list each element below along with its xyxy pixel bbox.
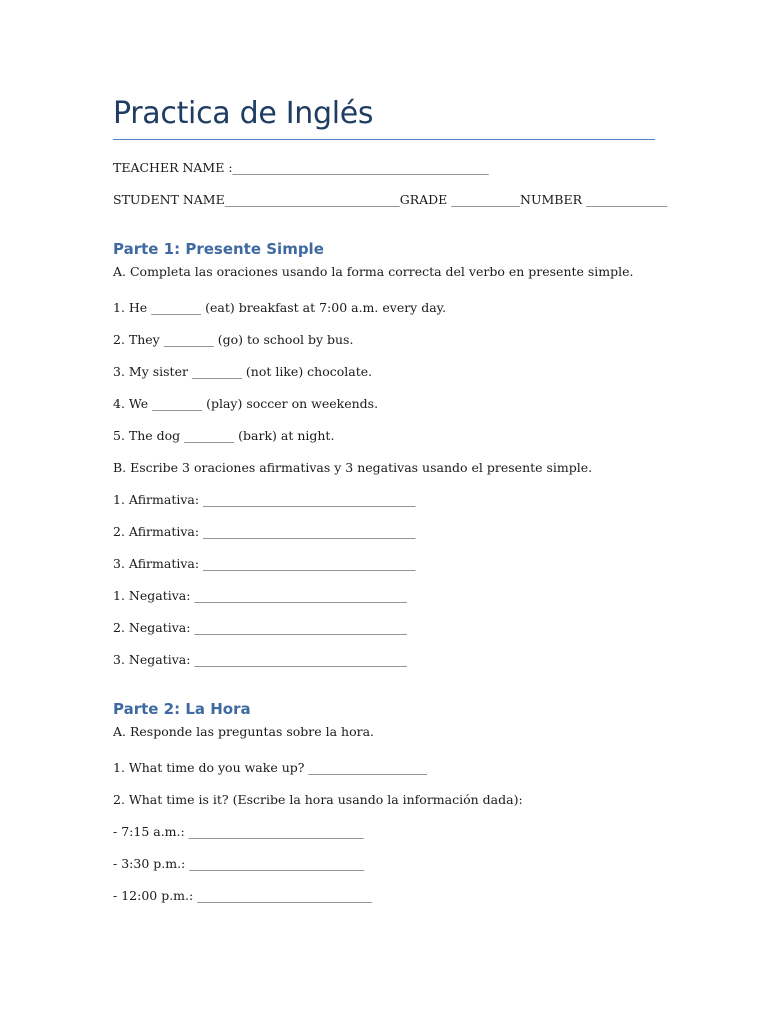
part-1-heading: Parte 1: Presente Simple xyxy=(113,240,324,258)
part-1b-negative-1: 1. Negativa: __________________________________ xyxy=(113,588,407,603)
title-underline xyxy=(113,139,655,140)
part-2a-item-2: 2. What time is it? (Escribe la hora usando la información dada): xyxy=(113,792,523,807)
part-1b-negative-3: 3. Negativa: __________________________________ xyxy=(113,652,407,667)
part-1b-instruction: B. Escribe 3 oraciones afirmativas y 3 negativas usando el presente simple. xyxy=(113,460,593,475)
part-1b-negative-2: 2. Negativa: __________________________________ xyxy=(113,620,407,635)
part-1b-affirmative-3: 3. Afirmativa: __________________________________ xyxy=(113,556,416,571)
part-1a-item-3: 3. My sister ________ (not like) chocolate. xyxy=(113,364,373,379)
part-2-heading: Parte 2: La Hora xyxy=(113,700,251,718)
part-1b-affirmative-1: 1. Afirmativa: __________________________________ xyxy=(113,492,416,507)
page-title: Practica de Inglés xyxy=(113,96,374,131)
part-2-section xyxy=(113,698,655,912)
part-1a-item-4: 4. We ________ (play) soccer on weekends. xyxy=(113,396,379,411)
part-1a-item-1: 1. He ________ (eat) breakfast at 7:00 a.m. every day. xyxy=(113,300,447,315)
part-1a-item-2: 2. They ________ (go) to school by bus. xyxy=(113,332,354,347)
part-2a-time-1: - 7:15 a.m.: ____________________________ xyxy=(113,824,364,839)
student-name-field: STUDENT NAME____________________________GRADE ___________NUMBER _____________ xyxy=(113,192,668,207)
part-2a-time-2: - 3:30 p.m.: ____________________________ xyxy=(113,856,365,871)
teacher-name-field: TEACHER NAME :_________________________________________ xyxy=(113,160,489,175)
part-1a-item-5: 5. The dog ________ (bark) at night. xyxy=(113,428,335,443)
part-1b-affirmative-2: 2. Afirmativa: __________________________________ xyxy=(113,524,416,539)
part-2a-time-3: - 12:00 p.m.: ____________________________ xyxy=(113,888,373,903)
header-fields xyxy=(113,152,668,216)
part-2a-item-1: 1. What time do you wake up? ___________________ xyxy=(113,760,428,775)
part-2a-instruction: A. Responde las preguntas sobre la hora. xyxy=(113,724,375,739)
part-1a-instruction: A. Completa las oraciones usando la forma correcta del verbo en presente simple. xyxy=(113,264,634,279)
part-1-section xyxy=(113,238,655,676)
